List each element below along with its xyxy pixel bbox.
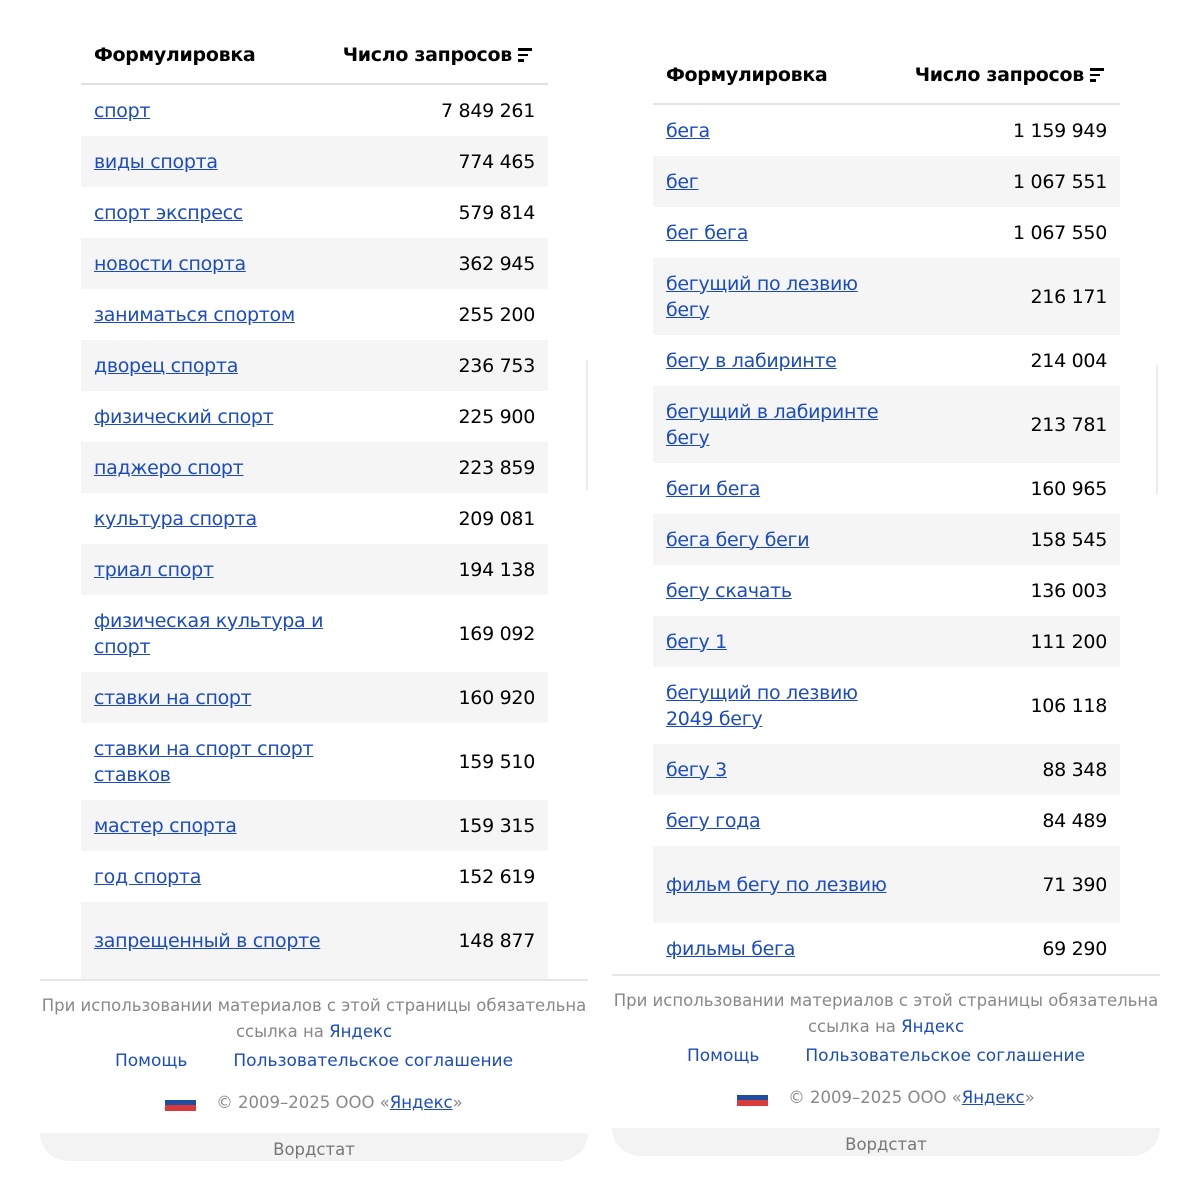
query-count: 88 348: [1042, 758, 1107, 781]
table-row: [653, 795, 1120, 846]
query-count: 214 004: [1030, 349, 1107, 372]
table-row: [653, 463, 1120, 514]
phrase-link[interactable]: бегу 3: [666, 758, 727, 781]
wordstat-panel-right: [612, 20, 1160, 1154]
table-row: [653, 105, 1120, 156]
copyright-end: »: [452, 1093, 463, 1112]
query-count: 169 092: [458, 622, 535, 645]
table-row: [653, 744, 1120, 795]
table-row: [81, 493, 548, 544]
query-count: 148 877: [458, 929, 535, 952]
phrase-link[interactable]: дворец спорта: [94, 354, 239, 377]
copyright-text: © 2009–2025 ООО «: [788, 1088, 962, 1107]
query-count: 362 945: [458, 252, 535, 275]
yandex-link[interactable]: Яндекс: [901, 1017, 965, 1036]
phrase-link[interactable]: бегу 1: [666, 630, 727, 653]
phrase-link[interactable]: физический спорт: [94, 405, 274, 428]
table-row: [81, 442, 548, 493]
column-header-phrase[interactable]: Формулировка: [94, 44, 256, 66]
table-header: [81, 0, 548, 85]
table-row: [653, 565, 1120, 616]
phrase-link[interactable]: бегущий по лезвию бегу: [666, 272, 858, 321]
table-row: [653, 386, 1120, 463]
query-count: 111 200: [1030, 630, 1107, 653]
table-row: [81, 800, 548, 851]
copyright-end: »: [1024, 1088, 1035, 1107]
phrase-link[interactable]: бегущий в лабиринте бегу: [666, 400, 879, 449]
column-header-count-label[interactable]: Число запросов: [342, 44, 512, 66]
agreement-link[interactable]: Пользовательское соглашение: [233, 1051, 514, 1071]
phrase-link[interactable]: спорт: [94, 99, 151, 122]
query-count: 223 859: [458, 456, 535, 479]
query-count: 255 200: [458, 303, 535, 326]
phrase-link[interactable]: фильм бегу по лезвию: [666, 873, 887, 896]
phrase-link[interactable]: бегу в лабиринте: [666, 349, 837, 372]
column-header-count[interactable]: [343, 44, 532, 66]
copyright: [216, 1093, 463, 1112]
table-row: [81, 340, 548, 391]
notice-text: При использовании материалов с этой страницы обязательна ссылка на: [613, 991, 1159, 1036]
phrase-link[interactable]: виды спорта: [94, 150, 218, 173]
query-count: 216 171: [1030, 285, 1107, 308]
query-count: 236 753: [458, 354, 535, 377]
phrase-link[interactable]: бегу скачать: [666, 579, 792, 602]
column-header-count[interactable]: [915, 64, 1104, 86]
query-count: 1 159 949: [1013, 119, 1107, 142]
russia-flag-icon[interactable]: [165, 1094, 196, 1111]
phrase-link[interactable]: бегущий по лезвию 2049 бегу: [666, 681, 858, 730]
footer: [40, 979, 588, 1159]
phrase-link[interactable]: ставки на спорт: [94, 686, 252, 709]
query-count: 160 920: [458, 686, 535, 709]
phrase-link[interactable]: бег: [666, 170, 699, 193]
phrase-link[interactable]: беги бега: [666, 477, 761, 500]
results-table: [653, 105, 1120, 974]
copyright-text: © 2009–2025 ООО «: [216, 1093, 390, 1112]
footer: [612, 974, 1160, 1154]
query-count: 84 489: [1042, 809, 1107, 832]
table-row: [653, 207, 1120, 258]
table-row: [81, 289, 548, 340]
notice-text: При использовании материалов с этой страницы обязательна ссылка на: [41, 996, 587, 1041]
query-count: 106 118: [1030, 694, 1107, 717]
phrase-link[interactable]: бега: [666, 119, 710, 142]
phrase-link[interactable]: новости спорта: [94, 252, 246, 275]
service-name: Вордстат: [612, 1128, 1160, 1156]
query-count: 7 849 261: [441, 99, 535, 122]
sort-icon[interactable]: [1090, 68, 1104, 82]
query-count: 225 900: [458, 405, 535, 428]
query-count: 158 545: [1030, 528, 1107, 551]
phrase-link[interactable]: бегу года: [666, 809, 761, 832]
column-header-phrase[interactable]: Формулировка: [666, 64, 828, 86]
query-count: 159 510: [458, 750, 535, 773]
table-row: [81, 187, 548, 238]
footer-notice: [40, 993, 588, 1045]
query-count: 1 067 551: [1013, 170, 1107, 193]
phrase-link[interactable]: культура спорта: [94, 507, 257, 530]
service-name: Вордстат: [40, 1133, 588, 1161]
yandex-company-link[interactable]: Яндекс: [389, 1093, 453, 1112]
phrase-link[interactable]: ставки на спорт спорт ставков: [94, 737, 314, 786]
phrase-link[interactable]: фильмы бега: [666, 937, 796, 960]
query-count: 69 290: [1042, 937, 1107, 960]
agreement-link[interactable]: Пользовательское соглашение: [805, 1046, 1086, 1066]
phrase-link[interactable]: мастер спорта: [94, 814, 237, 837]
query-count: 194 138: [458, 558, 535, 581]
table-row: [653, 514, 1120, 565]
footer-notice: [612, 988, 1160, 1040]
sort-icon[interactable]: [518, 48, 532, 62]
results-table: [81, 85, 548, 979]
phrase-link[interactable]: спорт экспресс: [94, 201, 243, 224]
column-header-count-label[interactable]: Число запросов: [914, 64, 1084, 86]
russia-flag-icon[interactable]: [737, 1089, 768, 1106]
table-row: [653, 335, 1120, 386]
phrase-link[interactable]: заниматься спортом: [94, 303, 295, 326]
scrollbar[interactable]: [586, 360, 588, 490]
table-row: [81, 851, 548, 902]
phrase-link[interactable]: бега бегу беги: [666, 528, 810, 551]
phrase-link[interactable]: запрещенный в спорте: [94, 929, 321, 952]
query-count: 159 315: [458, 814, 535, 837]
table-row: [81, 902, 548, 979]
query-count: 136 003: [1030, 579, 1107, 602]
table-header: [653, 20, 1120, 105]
table-row: [81, 723, 548, 800]
phrase-link[interactable]: паджеро спорт: [94, 456, 244, 479]
query-count: 774 465: [458, 150, 535, 173]
help-link[interactable]: Помощь: [114, 1051, 188, 1071]
query-count: 579 814: [458, 201, 535, 224]
query-count: 209 081: [458, 507, 535, 530]
table-row: [81, 672, 548, 723]
table-row: [81, 238, 548, 289]
phrase-link[interactable]: физическая культура и спорт: [94, 609, 324, 658]
table-row: [653, 616, 1120, 667]
yandex-company-link[interactable]: Яндекс: [961, 1088, 1025, 1107]
table-row: [81, 85, 548, 136]
table-row: [653, 667, 1120, 744]
phrase-link[interactable]: бег бега: [666, 221, 749, 244]
scrollbar[interactable]: [1156, 365, 1158, 495]
wordstat-panel-left: [40, 0, 588, 1159]
phrase-link[interactable]: триал спорт: [94, 558, 214, 581]
help-link[interactable]: Помощь: [686, 1046, 760, 1066]
query-count: 152 619: [458, 865, 535, 888]
table-row: [653, 846, 1120, 923]
copyright: [788, 1088, 1035, 1107]
query-count: 160 965: [1030, 477, 1107, 500]
query-count: 71 390: [1042, 873, 1107, 896]
query-count: 1 067 550: [1013, 221, 1107, 244]
yandex-link[interactable]: Яндекс: [329, 1022, 393, 1041]
table-row: [653, 156, 1120, 207]
table-row: [653, 258, 1120, 335]
table-row: [81, 136, 548, 187]
query-count: 213 781: [1030, 413, 1107, 436]
table-row: [81, 595, 548, 672]
phrase-link[interactable]: год спорта: [94, 865, 202, 888]
table-row: [81, 544, 548, 595]
table-row: [81, 391, 548, 442]
table-row: [653, 923, 1120, 974]
